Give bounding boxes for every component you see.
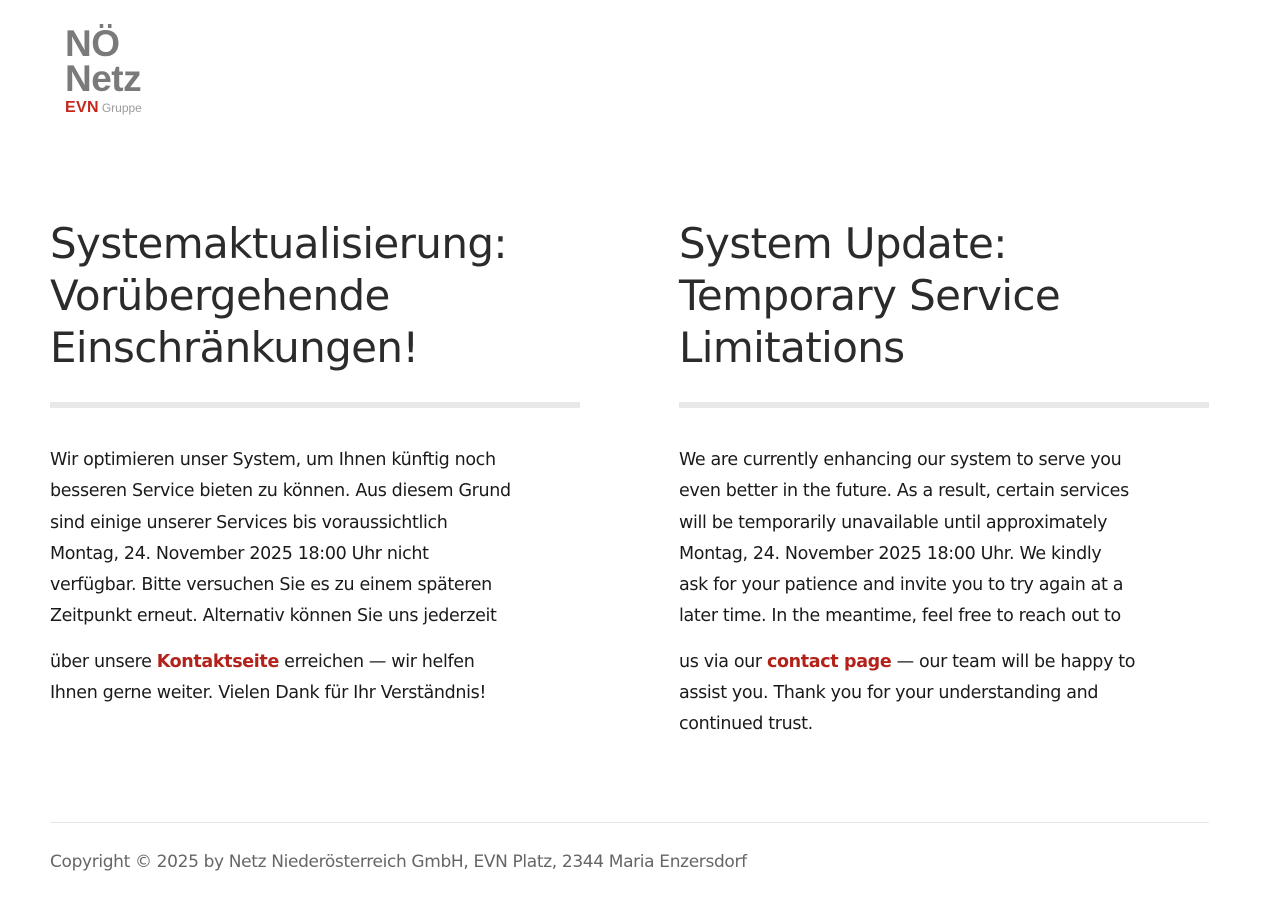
- german-body-text: [50, 445, 580, 709]
- english-body-line: We are currently enhancing our system to serve you: [679, 450, 1122, 470]
- noe-netz-logo[interactable]: [65, 23, 175, 118]
- german-heading: [50, 218, 580, 380]
- german-heading-line: Systemaktualisierung:: [50, 219, 507, 268]
- english-heading-line: System Update:: [679, 219, 1007, 268]
- paragraph-gap: [50, 633, 580, 647]
- english-link-suffix: — our team will be happy to: [891, 651, 1136, 672]
- english-body-text: [679, 445, 1209, 741]
- logo-text-netz: Netz: [65, 58, 142, 99]
- english-notice-column: [679, 218, 1209, 741]
- german-body-line: sind einige unserer Services bis voraussichtlich: [50, 512, 448, 533]
- english-body-line: will be temporarily unavailable until approximately: [679, 512, 1108, 533]
- german-link-suffix: erreichen — wir helfen: [278, 651, 475, 672]
- english-link-prefix: us via our: [679, 651, 767, 672]
- footer-copyright: Copyright © 2025 by Netz Niederösterreich GmbH, EVN Platz, 2344 Maria Enzersdorf: [50, 852, 747, 872]
- german-body-line: Zeitpunkt erneut. Alternativ können Sie uns jederzeit: [50, 606, 497, 627]
- english-body-line: even better in the future. As a result, certain services: [679, 481, 1129, 502]
- german-heading-line: Einschränkungen!: [50, 323, 419, 372]
- english-heading-line: Temporary Service: [679, 271, 1061, 320]
- english-heading-divider: [679, 402, 1209, 408]
- german-body-line: besseren Service bieten zu können. Aus diesem Grund: [50, 481, 511, 502]
- english-body-line: ask for your patience and invite you to try again at a: [679, 575, 1124, 596]
- german-body-line: Ihnen gerne weiter. Vielen Dank für Ihr Verständnis!: [50, 683, 487, 704]
- german-link-line: [50, 647, 580, 678]
- english-heading: [679, 218, 1209, 380]
- german-body-line: Wir optimieren unser System, um Ihnen künftig noch: [50, 450, 496, 470]
- english-body-line: continued trust.: [679, 714, 813, 735]
- german-notice-column: [50, 218, 580, 709]
- logo-text-evn: EVN: [65, 99, 99, 116]
- contact-link-english[interactable]: contact page: [766, 651, 892, 672]
- contact-link-german[interactable]: Kontaktseite: [156, 651, 279, 672]
- english-heading-line: Limitations: [679, 323, 905, 372]
- english-link-line: [679, 647, 1209, 678]
- logo-text-gruppe: Gruppe: [101, 101, 142, 115]
- german-heading-line: Vorübergehende: [50, 271, 390, 320]
- english-body-line: Montag, 24. November 2025 18:00 Uhr. We kindly: [679, 543, 1102, 564]
- logo-text-noe: NÖ: [65, 23, 120, 64]
- footer-divider: [50, 822, 1209, 823]
- german-link-prefix: über unsere: [50, 651, 157, 672]
- english-body-line: assist you. Thank you for your understanding and: [679, 683, 1099, 704]
- german-heading-divider: [50, 402, 580, 408]
- logo-evn-row: [65, 98, 175, 118]
- german-body-line: verfügbar. Bitte versuchen Sie es zu einem späteren: [50, 575, 492, 596]
- english-body-line: later time. In the meantime, feel free to reach out to: [679, 606, 1121, 627]
- paragraph-gap: [679, 633, 1209, 647]
- german-body-line: Montag, 24. November 2025 18:00 Uhr nicht: [50, 543, 429, 564]
